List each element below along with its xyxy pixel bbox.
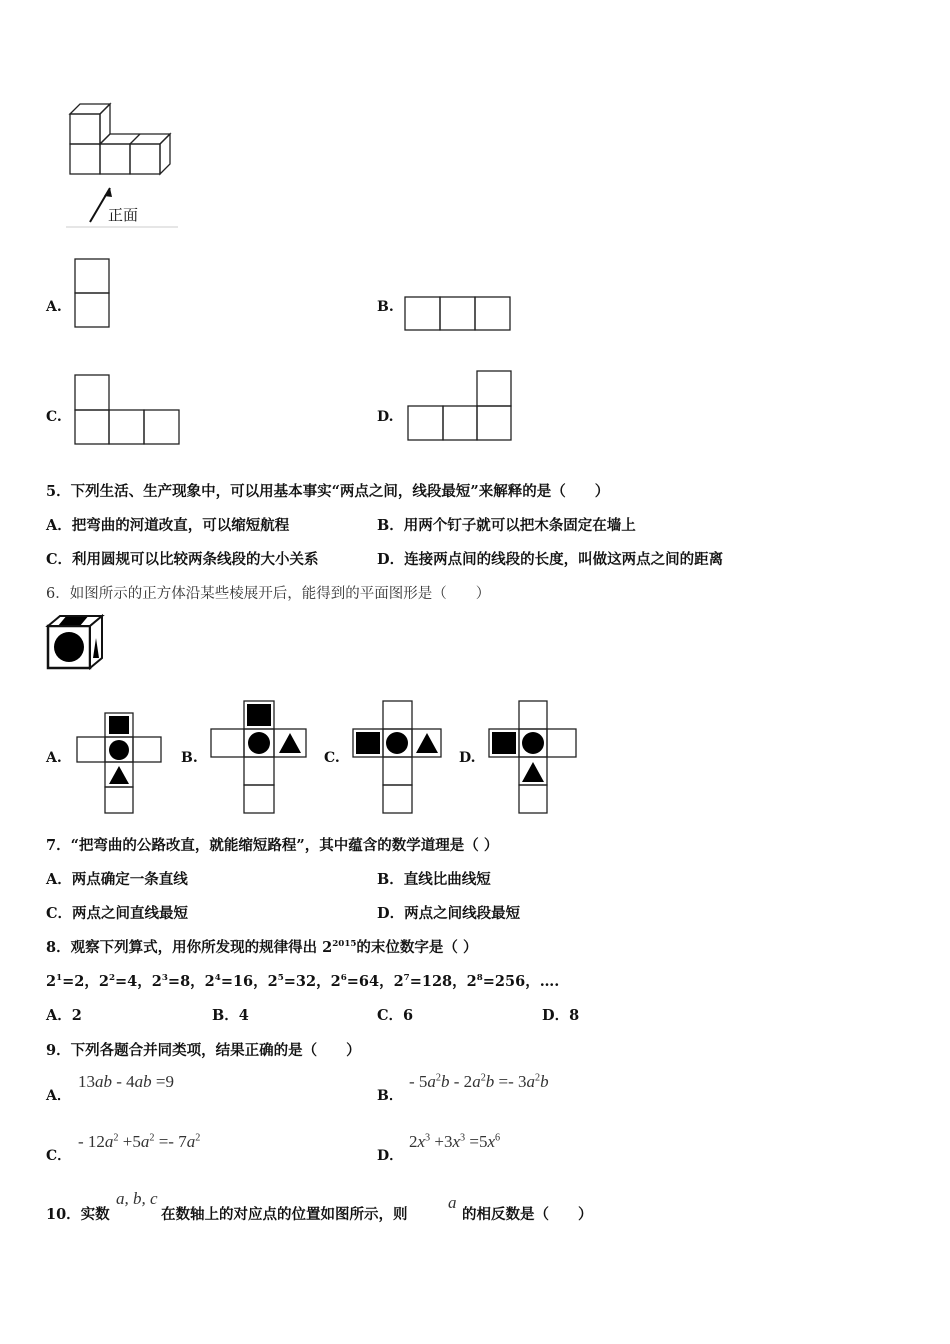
q5-option-b[interactable]	[377, 514, 636, 535]
q8-option-c[interactable]	[377, 1004, 413, 1025]
q9-stem: 9．下列各题合并同类项，结果正确的是（ ）	[46, 1042, 361, 1059]
q5-stem: 5．下列生活、生产现象中，可以用基本事实“两点之间，线段最短”来解释的是（ ）	[46, 483, 610, 500]
q5-option-a[interactable]	[46, 514, 289, 535]
q4-option-a-letter[interactable]: A.	[46, 299, 62, 315]
q8-stem-prefix: 8．观察下列算式，用你所发现的规律得出 2	[46, 939, 333, 956]
q7-option-d[interactable]	[377, 902, 520, 923]
q9-option-b-letter[interactable]: B．	[377, 1088, 403, 1104]
q9-option-a-letter[interactable]: A．	[46, 1088, 71, 1104]
option-text: 2	[71, 1007, 82, 1024]
option-letter: A．	[46, 1007, 72, 1024]
option-text: 两点之间直线最短	[72, 905, 189, 922]
q10-var-a: a	[448, 1193, 457, 1212]
option-letter: B．	[377, 517, 404, 534]
q7-option-a[interactable]	[46, 868, 188, 889]
q4-option-c-figure	[74, 374, 182, 448]
option-text: 直线比曲线短	[403, 871, 491, 888]
q10-vars: a, b, c	[116, 1189, 158, 1208]
option-text: 连接两点间的线段的长度，叫做这两点之间的距离	[404, 551, 724, 568]
q6-option-a-net	[76, 712, 164, 816]
q8-stem-exponent: 2015	[332, 939, 357, 950]
power-term: $2^6=64$，	[330, 973, 394, 990]
q5-option-d[interactable]	[377, 548, 723, 569]
q7-option-b[interactable]	[377, 868, 491, 889]
power-term: $2^2=4$，	[98, 973, 152, 990]
power-term: $2^7=128$，	[393, 973, 467, 990]
q9-option-c-letter[interactable]: C．	[46, 1148, 72, 1164]
q8-option-b[interactable]	[212, 1004, 249, 1025]
q6-option-b-net	[210, 700, 310, 816]
q8-option-a[interactable]	[46, 1004, 82, 1025]
q8-option-d[interactable]	[542, 1004, 579, 1025]
q4-option-b-figure	[404, 296, 514, 332]
front-label: 正面	[108, 206, 139, 224]
q7-stem: 7．“把弯曲的公路改直，就能缩短路程”，其中蕴含的数学道理是（ ）	[46, 837, 499, 854]
q8-stem-suffix: 的末位数字是（ ）	[356, 939, 478, 956]
option-letter: A．	[46, 517, 72, 534]
q6-cube-figure	[46, 614, 104, 672]
q9-option-a-expression: 13ab - 4ab =9	[78, 1072, 175, 1091]
q4-option-d-letter[interactable]: D.	[377, 409, 394, 425]
q4-solid-figure	[66, 100, 178, 230]
power-term: $2^3=8$，	[151, 973, 205, 990]
q10-stem-suffix: 的相反数是（ ）	[462, 1206, 593, 1223]
q6-stem: 6．如图所示的正方体沿某些棱展开后，能得到的平面图形是（ ）	[46, 586, 491, 602]
ellipsis: ….	[539, 973, 560, 990]
power-term: $2^5=32$，	[267, 973, 331, 990]
q4-option-d-figure	[407, 370, 515, 444]
option-text: 8	[569, 1007, 580, 1024]
option-letter: C．	[377, 1007, 404, 1024]
q6-option-d-net	[488, 700, 580, 816]
q6-option-c-letter[interactable]: C.	[324, 750, 340, 766]
q9-option-c-expression: - $12a^2 +5a^2 =- 7a^2$	[78, 1132, 201, 1151]
option-letter: D．	[542, 1007, 570, 1024]
option-text: 用两个钉子就可以把木条固定在墙上	[403, 517, 636, 534]
option-text: 两点确定一条直线	[71, 871, 188, 888]
option-letter: B．	[212, 1007, 239, 1024]
q4-option-b-letter[interactable]: B.	[377, 299, 394, 315]
q6-option-c-net	[352, 700, 444, 816]
q5-option-c[interactable]	[46, 548, 319, 569]
q6-option-a-letter[interactable]: A.	[46, 750, 62, 766]
q7-option-c[interactable]	[46, 902, 188, 923]
option-letter: B．	[377, 871, 404, 888]
option-letter: C．	[46, 905, 73, 922]
q8-powers-line	[46, 970, 559, 991]
option-text: 利用圆规可以比较两条线段的大小关系	[72, 551, 319, 568]
q9-option-b-expression: - $5a^2b - 2a^2b =- 3a^2b$	[409, 1072, 549, 1091]
q4-option-c-letter[interactable]: C.	[46, 409, 62, 425]
q8-stem	[46, 936, 477, 957]
option-letter: D．	[377, 551, 405, 568]
q10-stem-prefix: 10．实数	[46, 1206, 110, 1223]
option-letter: C．	[46, 551, 73, 568]
power-term: $2^8=256$，	[466, 973, 540, 990]
q6-option-b-letter[interactable]: B.	[181, 750, 198, 766]
q4-option-a-figure	[74, 258, 110, 330]
q10-stem	[46, 1203, 110, 1224]
q9-option-d-expression: $2x^3 +3x^3 =5x^6$	[409, 1132, 501, 1151]
power-term: $2^1=2$，	[46, 973, 99, 990]
option-text: 把弯曲的河道改直，可以缩短航程	[71, 517, 290, 534]
power-term: $2^4=16$，	[204, 973, 268, 990]
option-text: 两点之间线段最短	[404, 905, 521, 922]
q6-option-d-letter[interactable]: D.	[459, 750, 476, 766]
option-letter: A．	[46, 871, 72, 888]
option-letter: D．	[377, 905, 405, 922]
q10-stem-mid: 在数轴上的对应点的位置如图所示，则	[161, 1206, 408, 1223]
option-text: 6	[403, 1007, 414, 1024]
option-text: 4	[238, 1007, 249, 1024]
q9-option-d-letter[interactable]: D．	[377, 1148, 404, 1164]
